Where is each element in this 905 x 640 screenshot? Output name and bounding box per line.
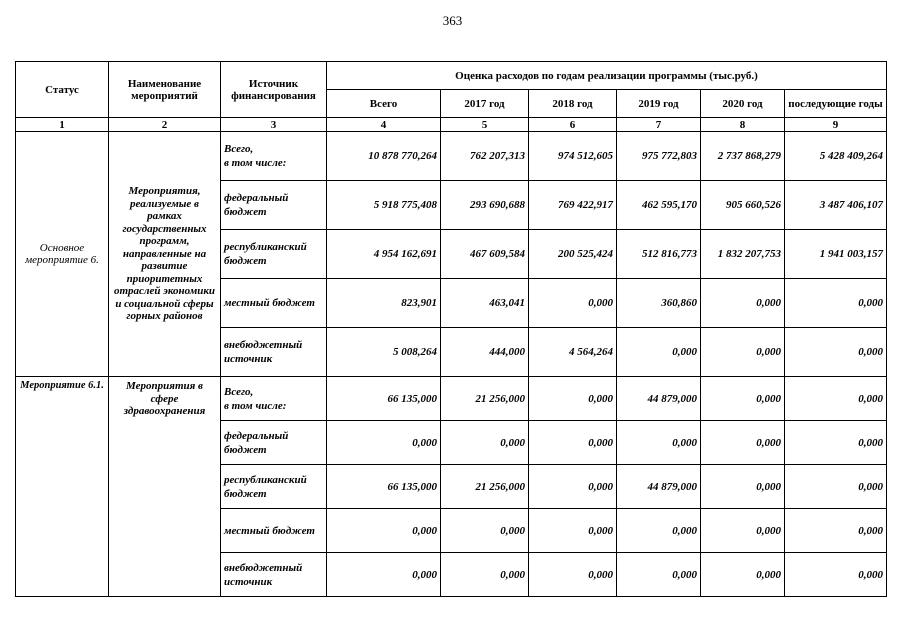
funding-source-cell: республиканский бюджет [221,465,327,509]
status-cell: Мероприятие 6.1. [16,377,109,597]
amount-cell: 0,000 [327,421,441,465]
amount-cell: 0,000 [785,553,887,597]
amount-cell: 10 878 770,264 [327,132,441,181]
amount-cell: 974 512,605 [529,132,617,181]
amount-cell: 0,000 [529,421,617,465]
page-number: 363 [442,13,463,28]
amount-cell: 4 954 162,691 [327,230,441,279]
amount-cell: 1 941 003,157 [785,230,887,279]
amount-cell: 0,000 [441,421,529,465]
funding-source-cell: внебюджетный источник [221,553,327,597]
col-number: 9 [785,118,887,132]
activity-name-cell: Мероприятия, реализуемые в рамках государственных программ, направленные на развитие приоритетных отраслей экономики и социальной сферы горных районов [109,132,221,377]
col-number: 6 [529,118,617,132]
amount-cell: 0,000 [617,553,701,597]
amount-cell: 769 422,917 [529,181,617,230]
amount-cell: 0,000 [529,377,617,421]
amount-cell: 0,000 [785,279,887,328]
header-year-2019: 2019 год [617,90,701,118]
amount-cell: 66 135,000 [327,377,441,421]
funding-source-cell: местный бюджет [221,509,327,553]
amount-cell: 1 832 207,753 [701,230,785,279]
funding-source-cell: федеральный бюджет [221,421,327,465]
header-year-2020: 2020 год [701,90,785,118]
amount-cell: 975 772,803 [617,132,701,181]
amount-cell: 512 816,773 [617,230,701,279]
amount-cell: 0,000 [701,553,785,597]
amount-cell: 0,000 [701,279,785,328]
amount-cell: 0,000 [529,465,617,509]
amount-cell: 463,041 [441,279,529,328]
col-number: 2 [109,118,221,132]
amount-cell: 0,000 [701,465,785,509]
amount-cell: 0,000 [785,377,887,421]
amount-cell: 0,000 [785,328,887,377]
col-number: 3 [221,118,327,132]
amount-cell: 0,000 [701,377,785,421]
amount-cell: 0,000 [617,509,701,553]
table-row [16,132,887,181]
header-name: Наименование мероприятий [109,62,221,118]
amount-cell: 0,000 [785,465,887,509]
amount-cell: 293 690,688 [441,181,529,230]
header-estimate: Оценка расходов по годам реализации программы (тыс.руб.) [327,62,887,90]
header-source: Источник финансирования [221,62,327,118]
amount-cell: 462 595,170 [617,181,701,230]
funding-source-cell: Всего, в том числе: [221,132,327,181]
amount-cell: 0,000 [529,279,617,328]
amount-cell: 5 428 409,264 [785,132,887,181]
header-year-total: Всего [327,90,441,118]
amount-cell: 0,000 [701,421,785,465]
amount-cell: 823,901 [327,279,441,328]
amount-cell: 0,000 [441,509,529,553]
amount-cell: 21 256,000 [441,377,529,421]
amount-cell: 0,000 [327,553,441,597]
amount-cell: 0,000 [441,553,529,597]
funding-source-cell: внебюджетный источник [221,328,327,377]
amount-cell: 0,000 [529,509,617,553]
table-row [16,377,887,421]
amount-cell: 66 135,000 [327,465,441,509]
amount-cell: 0,000 [785,509,887,553]
header-year-2017: 2017 год [441,90,529,118]
amount-cell: 467 609,584 [441,230,529,279]
amount-cell: 3 487 406,107 [785,181,887,230]
col-number: 7 [617,118,701,132]
funding-source-cell: Всего, в том числе: [221,377,327,421]
header-status: Статус [16,62,109,118]
amount-cell: 5 918 775,408 [327,181,441,230]
status-cell: Основное мероприятие 6. [16,132,109,377]
col-number: 1 [16,118,109,132]
amount-cell: 0,000 [617,421,701,465]
amount-cell: 0,000 [701,328,785,377]
funding-source-cell: федеральный бюджет [221,181,327,230]
amount-cell: 360,860 [617,279,701,328]
header-year-2018: 2018 год [529,90,617,118]
amount-cell: 0,000 [529,553,617,597]
activity-name-cell: Мероприятия в сфере здравоохранения [109,377,221,597]
amount-cell: 762 207,313 [441,132,529,181]
funding-source-cell: республиканский бюджет [221,230,327,279]
expense-table [15,61,887,597]
amount-cell: 0,000 [701,509,785,553]
col-number: 5 [441,118,529,132]
amount-cell: 200 525,424 [529,230,617,279]
amount-cell: 4 564,264 [529,328,617,377]
amount-cell: 0,000 [617,328,701,377]
header-year-later: последующие годы [785,90,887,118]
amount-cell: 905 660,526 [701,181,785,230]
amount-cell: 2 737 868,279 [701,132,785,181]
funding-source-cell: местный бюджет [221,279,327,328]
amount-cell: 44 879,000 [617,377,701,421]
amount-cell: 444,000 [441,328,529,377]
amount-cell: 0,000 [785,421,887,465]
col-number: 4 [327,118,441,132]
amount-cell: 44 879,000 [617,465,701,509]
amount-cell: 21 256,000 [441,465,529,509]
amount-cell: 0,000 [327,509,441,553]
amount-cell: 5 008,264 [327,328,441,377]
col-number: 8 [701,118,785,132]
